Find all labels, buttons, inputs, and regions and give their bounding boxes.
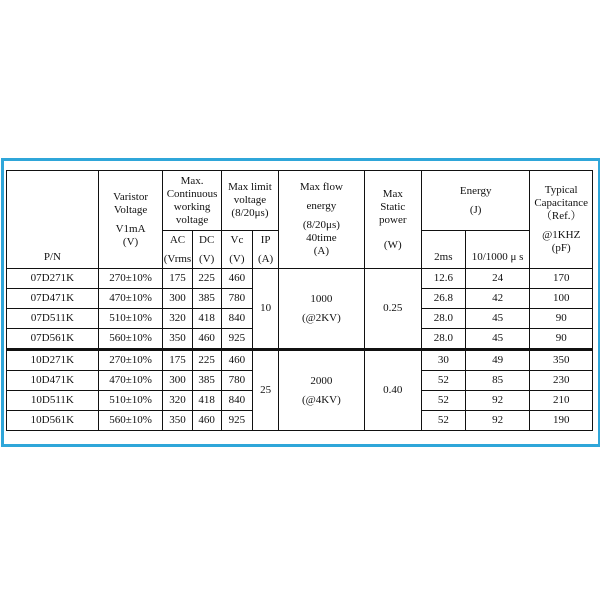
cell-v1ma: 270±10%	[98, 269, 163, 289]
cell-energy-10-1000: 24	[465, 269, 530, 289]
cell-ac: 175	[163, 350, 192, 371]
cell-power-group1: 0.25	[364, 269, 421, 350]
header-max-flow-energy: Max flow energy (8/20μs) 40time (A)	[279, 171, 364, 269]
cell-capacitance: 210	[530, 391, 593, 411]
cell-max-flow-group2: 2000 (@4KV)	[279, 350, 364, 431]
cell-dc: 385	[192, 289, 221, 309]
varistor-spec-table	[6, 170, 593, 431]
cell-energy-2ms: 26.8	[421, 289, 465, 309]
header-dc: DC (V)	[192, 231, 221, 269]
cell-pn: 07D271K	[7, 269, 99, 289]
header-varistor-voltage: Varistor Voltage V1mA (V)	[98, 171, 163, 269]
cell-capacitance: 90	[530, 329, 593, 350]
header-ac: AC (Vrms	[163, 231, 192, 269]
cell-dc: 460	[192, 329, 221, 350]
cell-dc: 225	[192, 350, 221, 371]
cell-vc: 460	[221, 350, 252, 371]
cell-capacitance: 230	[530, 371, 593, 391]
cell-capacitance: 350	[530, 350, 593, 371]
cell-ac: 350	[163, 411, 192, 431]
cell-dc: 225	[192, 269, 221, 289]
cell-energy-2ms: 28.0	[421, 329, 465, 350]
cell-v1ma: 560±10%	[98, 329, 163, 350]
cell-pn: 10D471K	[7, 371, 99, 391]
cell-vc: 840	[221, 391, 252, 411]
header-max-limit-voltage: Max limit voltage (8/20μs)	[221, 171, 278, 231]
cell-v1ma: 470±10%	[98, 289, 163, 309]
cell-capacitance: 190	[530, 411, 593, 431]
cell-power-group2: 0.40	[364, 350, 421, 431]
cell-pn: 10D511K	[7, 391, 99, 411]
cell-max-flow-group1: 1000 (@2KV)	[279, 269, 364, 350]
cell-ac: 320	[163, 391, 192, 411]
cell-ip-group1: 10	[253, 269, 279, 350]
header-typical-capacitance: Typical Capacitance （Ref.） @1KHZ (pF)	[530, 171, 593, 269]
cell-v1ma: 510±10%	[98, 391, 163, 411]
cell-capacitance: 170	[530, 269, 593, 289]
cell-energy-2ms: 52	[421, 371, 465, 391]
cell-ac: 350	[163, 329, 192, 350]
cell-vc: 925	[221, 329, 252, 350]
cell-vc: 780	[221, 371, 252, 391]
cell-energy-10-1000: 92	[465, 391, 530, 411]
cell-energy-2ms: 28.0	[421, 309, 465, 329]
header-static-power: Max Static power (W)	[364, 171, 421, 269]
cell-energy-10-1000: 49	[465, 350, 530, 371]
header-pn: P/N	[7, 171, 99, 269]
cell-ac: 300	[163, 289, 192, 309]
cell-energy-10-1000: 45	[465, 329, 530, 350]
cell-vc: 460	[221, 269, 252, 289]
header-energy-2ms: 2ms	[421, 231, 465, 269]
cell-ac: 320	[163, 309, 192, 329]
cell-ac: 175	[163, 269, 192, 289]
cell-energy-2ms: 52	[421, 411, 465, 431]
header-vc: Vc (V)	[221, 231, 252, 269]
cell-energy-2ms: 52	[421, 391, 465, 411]
cell-energy-10-1000: 45	[465, 309, 530, 329]
cell-v1ma: 470±10%	[98, 371, 163, 391]
cell-pn: 10D271K	[7, 350, 99, 371]
cell-energy-10-1000: 42	[465, 289, 530, 309]
cell-energy-10-1000: 85	[465, 371, 530, 391]
cell-energy-2ms: 12.6	[421, 269, 465, 289]
cell-pn: 07D471K	[7, 289, 99, 309]
cell-dc: 418	[192, 309, 221, 329]
header-energy: Energy (J)	[421, 171, 529, 231]
cell-pn: 07D511K	[7, 309, 99, 329]
cell-capacitance: 90	[530, 309, 593, 329]
cell-pn: 07D561K	[7, 329, 99, 350]
cell-v1ma: 560±10%	[98, 411, 163, 431]
cell-v1ma: 270±10%	[98, 350, 163, 371]
cell-pn: 10D561K	[7, 411, 99, 431]
table-row	[7, 350, 593, 371]
header-max-continuous-voltage: Max. Continuous working voltage	[163, 171, 221, 231]
cell-dc: 460	[192, 411, 221, 431]
cell-vc: 840	[221, 309, 252, 329]
table-row	[7, 269, 593, 289]
cell-ip-group2: 25	[253, 350, 279, 431]
cell-dc: 418	[192, 391, 221, 411]
cell-vc: 925	[221, 411, 252, 431]
cell-energy-2ms: 30	[421, 350, 465, 371]
header-ip: IP (A)	[253, 231, 279, 269]
cell-energy-10-1000: 92	[465, 411, 530, 431]
cell-ac: 300	[163, 371, 192, 391]
cell-dc: 385	[192, 371, 221, 391]
cell-v1ma: 510±10%	[98, 309, 163, 329]
cell-capacitance: 100	[530, 289, 593, 309]
cell-vc: 780	[221, 289, 252, 309]
header-energy-10-1000: 10/1000 μ s	[465, 231, 530, 269]
